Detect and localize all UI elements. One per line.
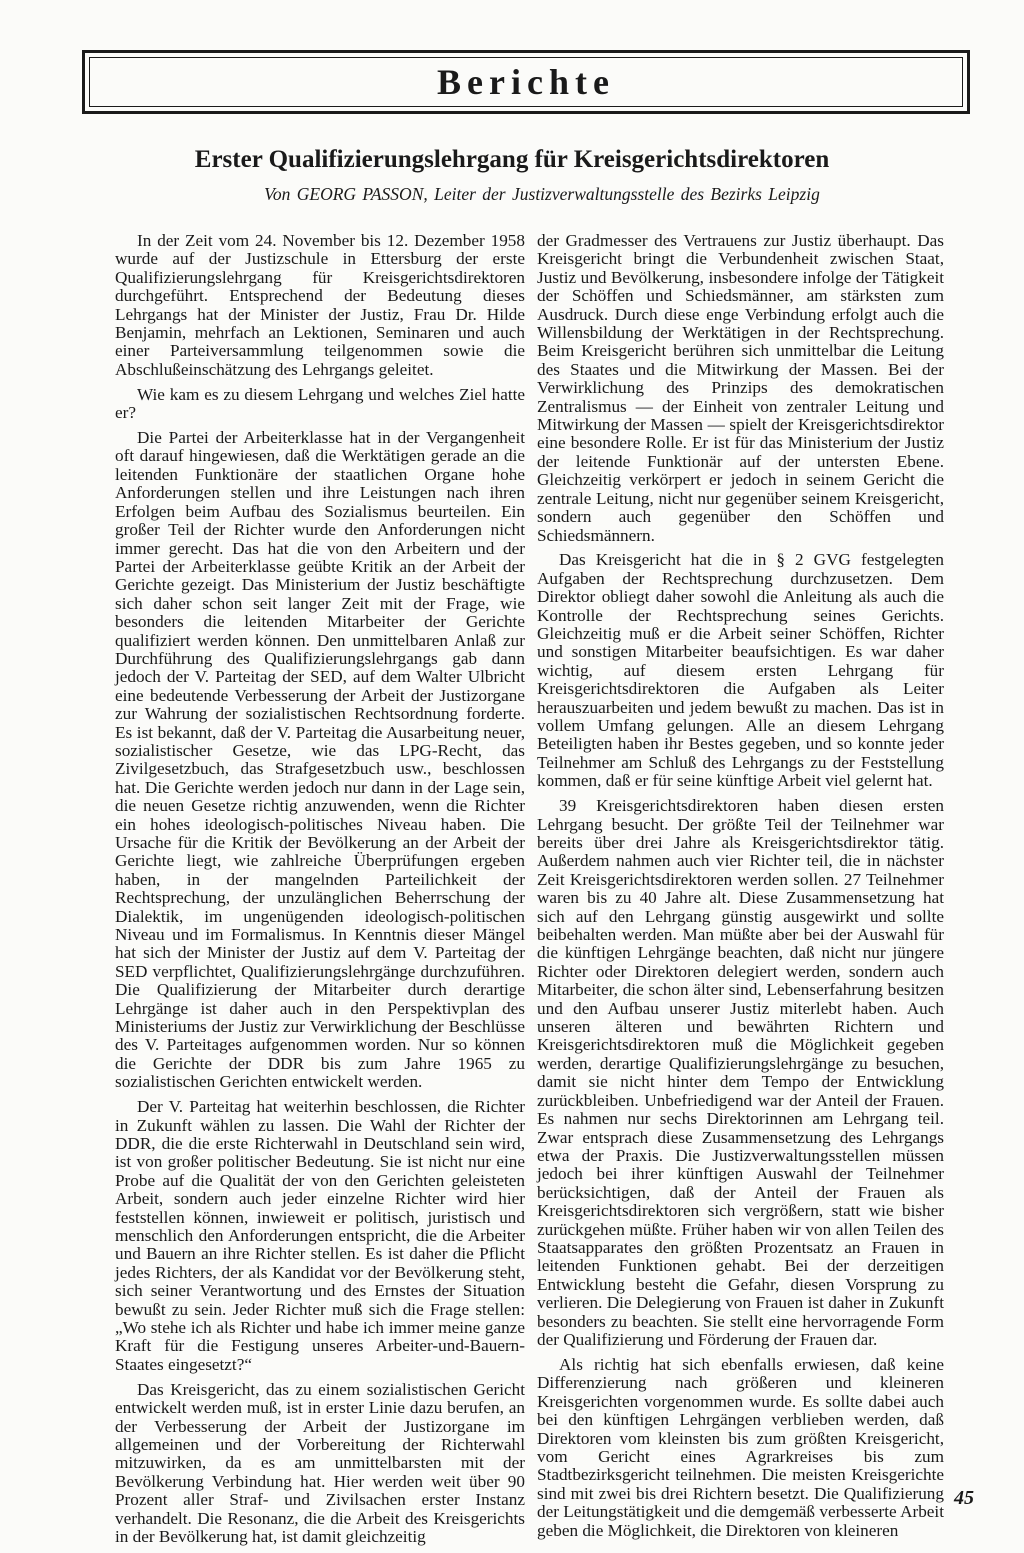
paragraph: Der V. Parteitag hat weiterhin beschlossen, die Richter in Zukunft wählen zu lassen. Die Wahl der Richter der DDR, die die erste Richterwahl in Deutschland sein wird, ist von großer politischer Bedeutung. Sie ist nicht nur eine Probe auf die Qualität der von den Gerichten geleisteten Arbeit, sondern auch jeder einzelne Richter wird hier feststellen können, inwieweit er politisch, juristisch und menschlich den Anforderungen entspricht, die die Arbeiter und Bauern an ihre Richter stellen. Es ist daher die Pflicht jedes Richters, der als Kandidat vor der Bevölkerung steht, sich seiner Verantwortung und des Ernstes der Situation bewußt zu sein. Jeder Richter muß sich die Frage stellen: „Wo stehe ich als Richter und habe ich immer meine ganze Kraft für die Festigung unseres Arbeiter-und-Bauern-Staates eingesetzt?“: [115, 1097, 525, 1374]
paragraph: Wie kam es zu diesem Lehrgang und welches Ziel hatte er?: [115, 384, 525, 423]
page-number: 45: [954, 1487, 974, 1509]
section-title: Berichte: [437, 62, 615, 102]
paragraph: In der Zeit vom 24. November bis 12. Dezember 1958 wurde auf der Justizschule in Ettersburg der erste Qualifizierungslehrgang für Kreisgerichtsdirektoren durchgeführt. Entsprechend der Bedeutung dieses Lehrgangs hat der Minister der Justiz, Frau Dr. Hilde Benjamin, mehrfach an Lektionen, Seminaren und auch einer Parteiversammlung teilgenommen sowie die Abschlußeinschätzung des Lehrgangs geleitet.: [115, 231, 525, 379]
section-header-box: [82, 50, 970, 114]
paragraph: Als richtig hat sich ebenfalls erwiesen, daß keine Differenzierung nach größeren und kleineren Kreisgerichten vorgenommen wurde. Es sollte dabei auch bei den künftigen Lehrgängen verblieben werden, daß Direktoren vom kleinsten bis zum größten Kreisgericht, vom Gericht eines Agrarkreises bis zum Stadtbezirksgericht teilnehmen. Die meisten Kreisgerichte sind mit zwei bis drei Richtern besetzt. Die Qualifizierung der Leitungstätigkeit und die demgemäß verbesserte Arbeit geben die Möglichkeit, die Direktoren von kleineren: [537, 1354, 944, 1540]
paragraph: Die Partei der Arbeiterklasse hat in der Vergangenheit oft darauf hingewiesen, daß die Werktätigen gerade an die leitenden Funktionäre der staatlichen Organe hohe Anforderungen stellen und ihre Leistungen nach ihren Erfolgen beim Aufbau des Sozialismus beurteilen. Ein großer Teil der Richter wurde den Anforderungen nicht immer gerecht. Das hat die von den Arbeitern und der Partei der Arbeiterklasse geübte Kritik an der Arbeit der Gerichte gezeigt. Das Ministerium der Justiz beschäftigte sich daher schon seit langer Zeit mit der Frage, wie besonders die leitenden Mitarbeiter der Gerichte qualifiziert werden können. Den unmittelbaren Anlaß zur Durchführung des Qualifizierungslehrgangs gab dann jedoch der V. Parteitag der SED, auf dem Walter Ulbricht eine bedeutende Verbesserung der Arbeit der Justizorgane zur Wahrung der sozialistischen Rechtsordnung forderte. Es ist bekannt, daß der V. Parteitag die Ausarbeitung neuer, sozialistischer Gesetze, wie das LPG-Recht, das Zivilgesetzbuch, das Strafgesetzbuch usw., beschlossen hat. Die Gerichte werden jedoch nur dann in der Lage sein, die neuen Gesetze richtig anzuwenden, wenn die Richter ein hohes ideologisch-politisches Niveau haben. Die Ursache für die Kritik der Bevölkerung an der Arbeit der Gerichte liegt, wie zahlreiche Überprüfungen ergeben haben, in der mangelnden Parteilichkeit der Rechtsprechung, der unzulänglichen Beherrschung der Dialektik, im ungenügenden ideologisch-politischen Niveau und im Formalismus. In Kenntnis dieser Mängel hat sich der Minister der Justiz auf dem V. Parteitag der SED verpflichtet, Qualifizierungslehrgänge durchzuführen. Die Qualifizierung der Mitarbeiter durch derartige Lehrgänge ist daher auch in den Perspektivplan des Ministeriums der Justiz zur Verwirklichung der Beschlüsse des V. Parteitages aufgenommen worden. Nur so können die Gerichte der DDR bis zum Jahre 1965 zu sozialistischen Gerichten entwickelt werden.: [115, 428, 525, 1092]
right-column: [537, 232, 944, 1546]
paragraph: der Gradmesser des Vertrauens zur Justiz überhaupt. Das Kreisgericht bringt die Verbundenheit zwischen Staat, Justiz und Bevölkerung, insbesondere infolge der Tätigkeit der Schöffen und Schiedsmänner, am stärksten zum Ausdruck. Durch diese enge Verbindung erfolgt auch die Willensbildung der Werktätigen in der Rechtsprechung. Beim Kreisgericht berühren sich unmittelbar die Leitung des Staates und die Mitwirkung der Massen. Bei der Verwirklichung des Prinzips des demokratischen Zentralismus — der Einheit von zentraler Leitung und Mitwirkung der Massen — spielt der Kreisgerichtsdirektor eine besondere Rolle. Er ist für das Ministerium der Justiz der leitende Funktionär auf der untersten Ebene. Gleichzeitig verkörpert er jedoch in seinem Gericht die zentrale Leitung, nicht nur gegenüber seinem Kreisgericht, sondern auch gegenüber den Schöffen und Schiedsmännern.: [537, 231, 944, 545]
article-title: Erster Qualifizierungslehrgang für Kreisgerichtsdirektoren: [194, 146, 830, 173]
left-column: [115, 232, 525, 1553]
paragraph: 39 Kreisgerichtsdirektoren haben diesen ersten Lehrgang besucht. Der größte Teil der Teilnehmer war bereits über drei Jahre als Kreisgerichtsdirektor tätig. Außerdem nahmen auch vier Richter teil, die in nächster Zeit Kreisgerichtsdirektoren werden sollen. 27 Teilnehmer waren bis zu 40 Jahre alt. Diese Zusammensetzung hat sich auf den Lehrgang günstig ausgewirkt und sollte beibehalten werden. Man müßte aber bei der Auswahl für die künftigen Lehrgänge beachten, daß nicht nur jüngere Richter oder Direktoren delegiert werden, sondern auch Mitarbeiter, die schon älter sind, Lebenserfahrung besitzen und den Aufbau unserer Justiz miterlebt haben. Auch unseren älteren und bewährten Richtern und Kreisgerichtsdirektoren muß die Möglichkeit gegeben werden, derartige Qualifizierungslehrgänge zu besuchen, damit sie nicht hinter dem Tempo der Entwicklung zurückbleiben. Unbefriedigend war der Anteil der Frauen. Es nahmen nur sechs Direktorinnen am Lehrgang teil. Zwar entsprach diese Zusammensetzung des Lehrgangs etwa der Praxis. Die Justizverwaltungsstellen müssen jedoch bei ihrer künftigen Auswahl der Teilnehmer berücksichtigen, daß der Anteil der Frauen als Kreisgerichtsdirektoren sich vergrößern, statt wie bisher zurückgehen müßte. Früher haben wir von allen Teilen des Staatsapparates den größten Prozentsatz an Frauen in leitenden Funktionen gehabt. Bei der derzeitigen Entwicklung besteht die Gefahr, diesen Vorsprung zu verlieren. Die Delegierung von Frauen ist daher in Zukunft besonders zu beachten. Sie stellt eine hervorragende Form der Qualifizierung und Förderung der Frauen dar.: [537, 796, 944, 1349]
paragraph: Das Kreisgericht, das zu einem sozialistischen Gericht entwickelt werden muß, ist in erster Linie dazu berufen, an der Verbesserung der Arbeit der Justizorgane im allgemeinen und der Vorbereitung der Richterwahl mitzuwirken, da es am unmittelbarsten mit der Bevölkerung Verbindung hat. Hier werden weit über 90 Prozent aller Straf- und Zivilsachen erster Instanz verhandelt. Die Resonanz, die die Arbeit des Kreisgerichts in der Bevölkerung hat, ist damit gleichzeitig: [115, 1379, 525, 1547]
article-byline: Von GEORG PASSON, Leiter der Justizverwaltungsstelle des Bezirks Leipzig: [264, 184, 820, 204]
paragraph: Das Kreisgericht hat die in § 2 GVG festgelegten Aufgaben der Rechtsprechung durchzusetzen. Dem Direktor obliegt daher sowohl die Anleitung als auch die Kontrolle der Rechtsprechung seines Gerichts. Gleichzeitig muß er die Arbeit seiner Schöffen, Richter und sonstigen Mitarbeiter beaufsichtigen. Es war daher wichtig, auf diesem ersten Lehrgang für Kreisgerichtsdirektoren die Aufgaben als Leiter herauszuarbeiten und jedem bewußt zu machen. Das ist in vollem Umfang gelungen. Alle an diesem Lehrgang Beteiligten haben ihr Bestes gegeben, und so konnte jeder Teilnehmer am Schluß des Lehrgangs zu der Feststellung kommen, daß er für seine künftige Arbeit viel gelernt hat.: [537, 550, 944, 791]
